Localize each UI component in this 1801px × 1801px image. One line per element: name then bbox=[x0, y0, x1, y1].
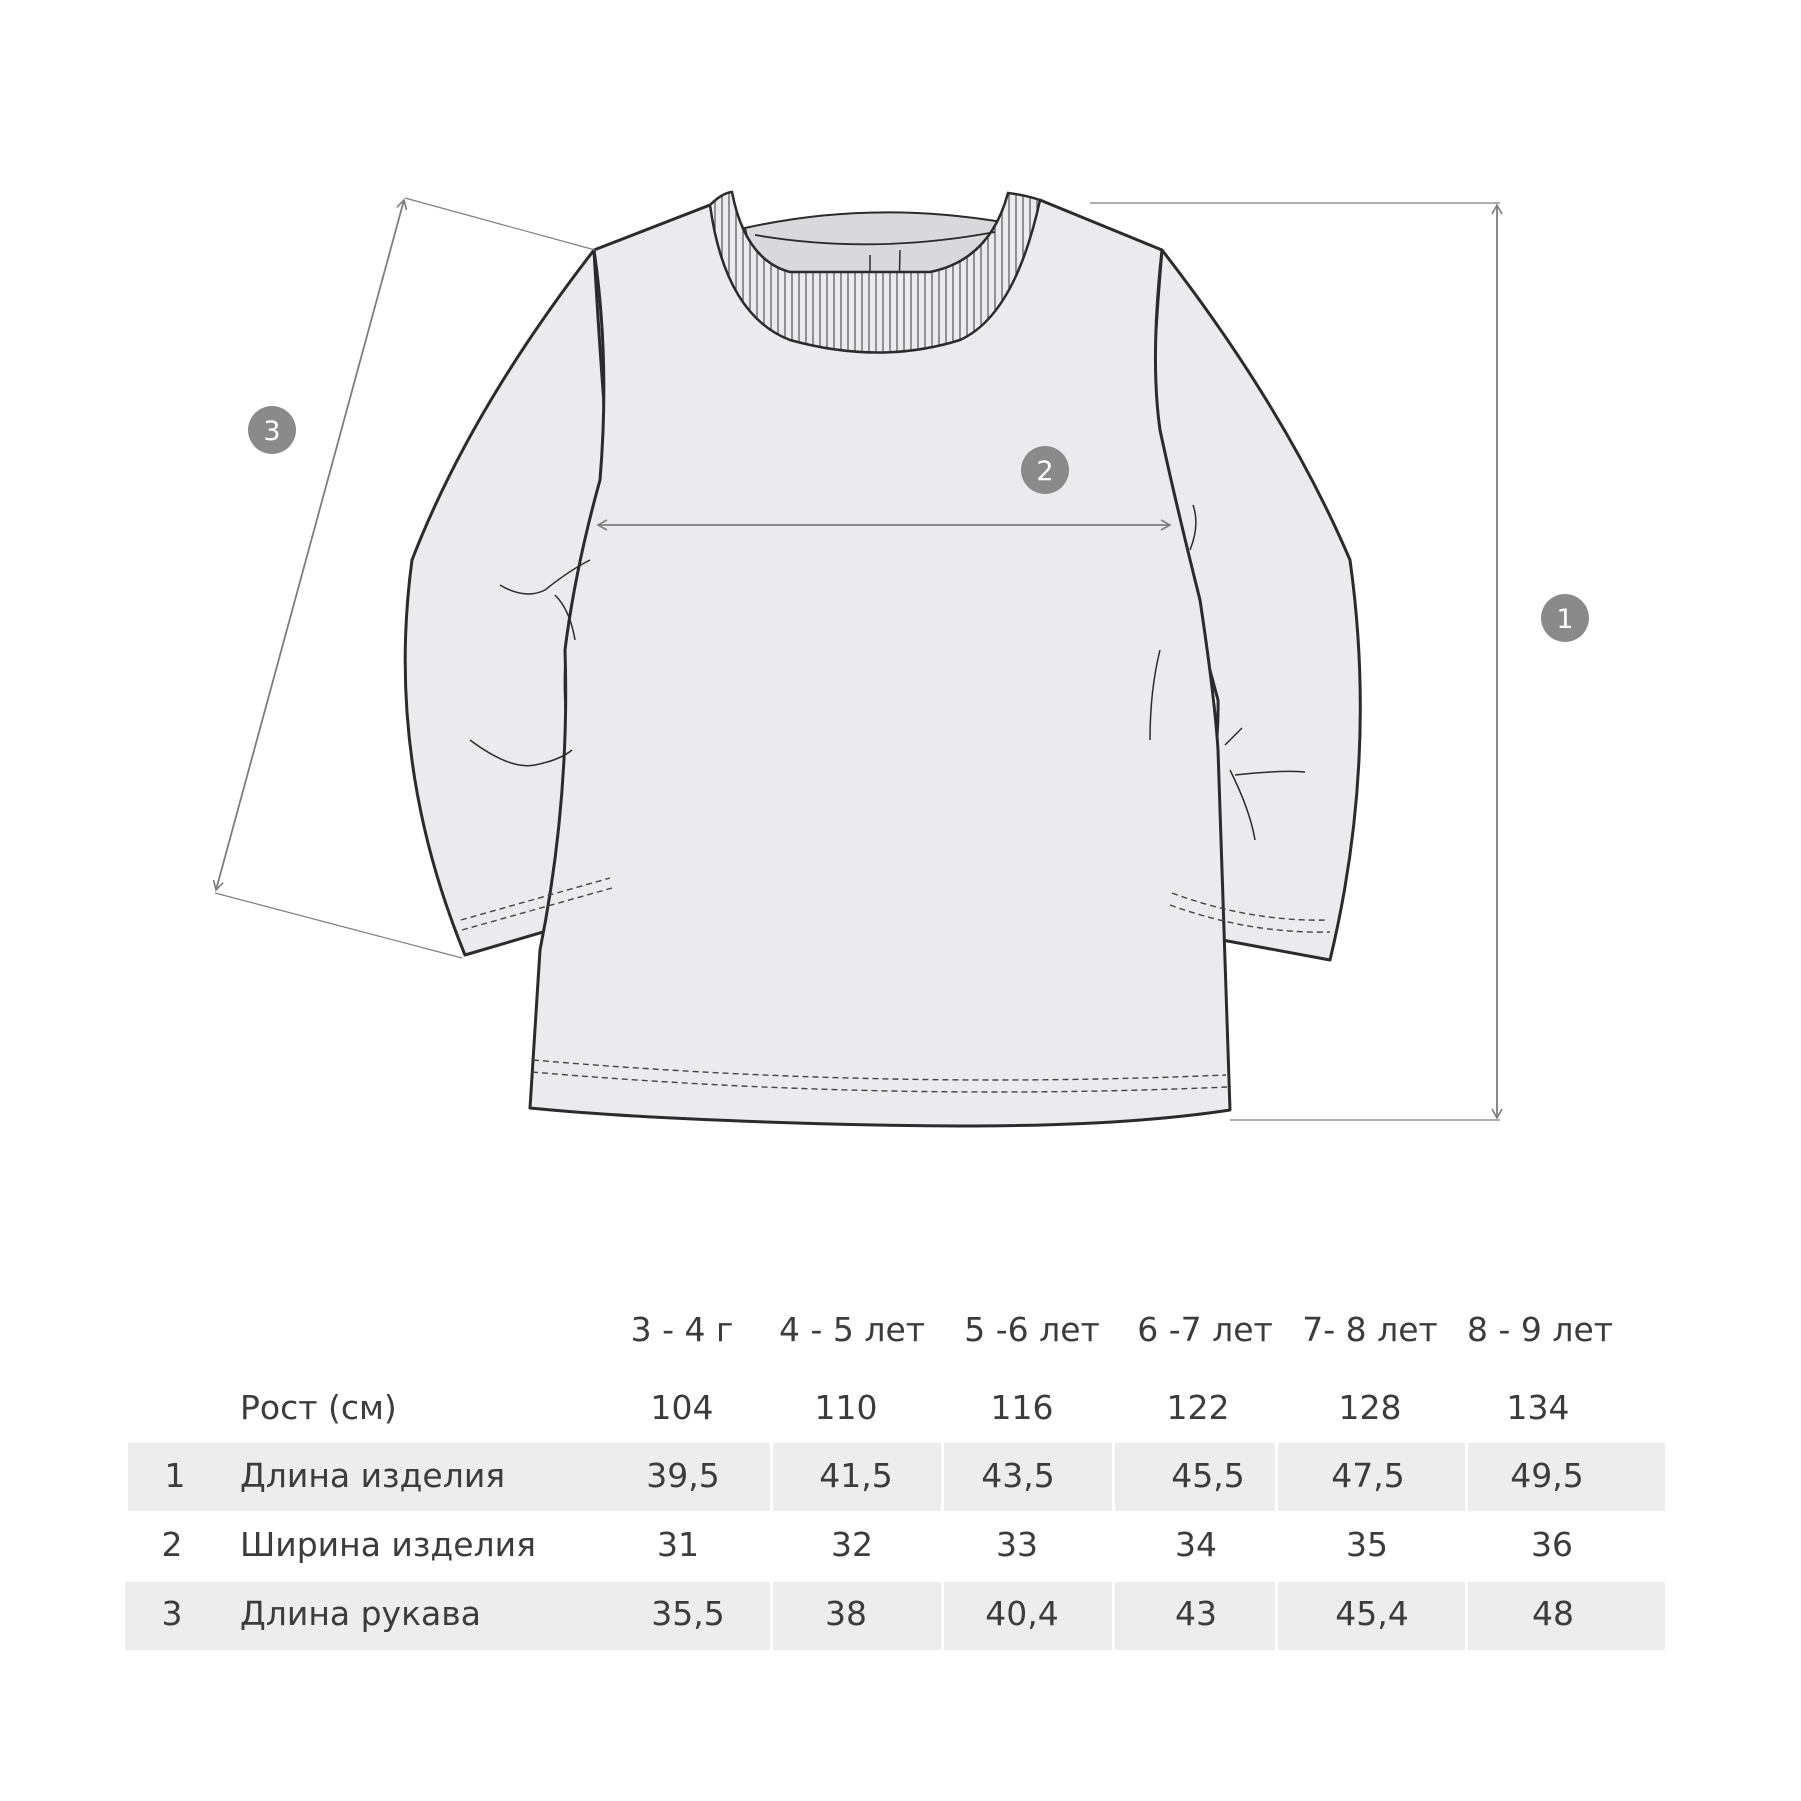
badge-length-label: 1 bbox=[1556, 604, 1574, 635]
width-value: 33 bbox=[996, 1525, 1038, 1564]
row-number: 1 bbox=[164, 1456, 186, 1495]
length-value: 39,5 bbox=[646, 1456, 720, 1495]
height-value: 122 bbox=[1166, 1388, 1230, 1427]
height-value: 134 bbox=[1506, 1388, 1570, 1427]
size-header: 5 -6 лет bbox=[964, 1310, 1100, 1349]
size-header: 7- 8 лет bbox=[1302, 1310, 1438, 1349]
length-value: 49,5 bbox=[1510, 1456, 1584, 1495]
row-number: 3 bbox=[161, 1594, 183, 1633]
sleeve-dimension-line bbox=[216, 200, 404, 890]
row-label-sleeve: Длина рукава bbox=[240, 1594, 481, 1633]
badge-sleeve-label: 3 bbox=[263, 416, 281, 447]
size-header: 4 - 5 лет bbox=[779, 1310, 925, 1349]
width-value: 36 bbox=[1531, 1525, 1573, 1564]
sleeve-value: 35,5 bbox=[651, 1594, 725, 1633]
height-value: 116 bbox=[990, 1388, 1054, 1427]
width-value: 31 bbox=[657, 1525, 699, 1564]
height-value: 110 bbox=[814, 1388, 878, 1427]
size-header: 6 -7 лет bbox=[1137, 1310, 1273, 1349]
width-value: 32 bbox=[831, 1525, 873, 1564]
sleeve-value: 40,4 bbox=[985, 1594, 1059, 1633]
length-value: 41,5 bbox=[819, 1456, 893, 1495]
row-label-width: Ширина изделия bbox=[240, 1525, 536, 1564]
height-value: 104 bbox=[650, 1388, 714, 1427]
row-label-height: Рост (см) bbox=[240, 1388, 397, 1427]
sleeve-extension-bottom bbox=[215, 893, 462, 958]
sleeve-extension-top bbox=[405, 198, 595, 250]
size-header: 3 - 4 г bbox=[630, 1310, 734, 1349]
length-value: 43,5 bbox=[981, 1456, 1055, 1495]
row-label-length: Длина изделия bbox=[240, 1456, 506, 1495]
size-table bbox=[0, 1300, 1801, 1680]
sleeve-value: 45,4 bbox=[1335, 1594, 1409, 1633]
sleeve-value: 38 bbox=[825, 1594, 867, 1633]
length-value: 47,5 bbox=[1331, 1456, 1405, 1495]
width-value: 34 bbox=[1175, 1525, 1217, 1564]
size-header: 8 - 9 лет bbox=[1467, 1310, 1613, 1349]
badge-width-label: 2 bbox=[1036, 456, 1054, 487]
sleeve-value: 43 bbox=[1175, 1594, 1217, 1633]
height-value: 128 bbox=[1338, 1388, 1402, 1427]
sleeve-value: 48 bbox=[1532, 1594, 1574, 1633]
length-value: 45,5 bbox=[1171, 1456, 1245, 1495]
row-number: 2 bbox=[161, 1525, 183, 1564]
width-value: 35 bbox=[1346, 1525, 1388, 1564]
